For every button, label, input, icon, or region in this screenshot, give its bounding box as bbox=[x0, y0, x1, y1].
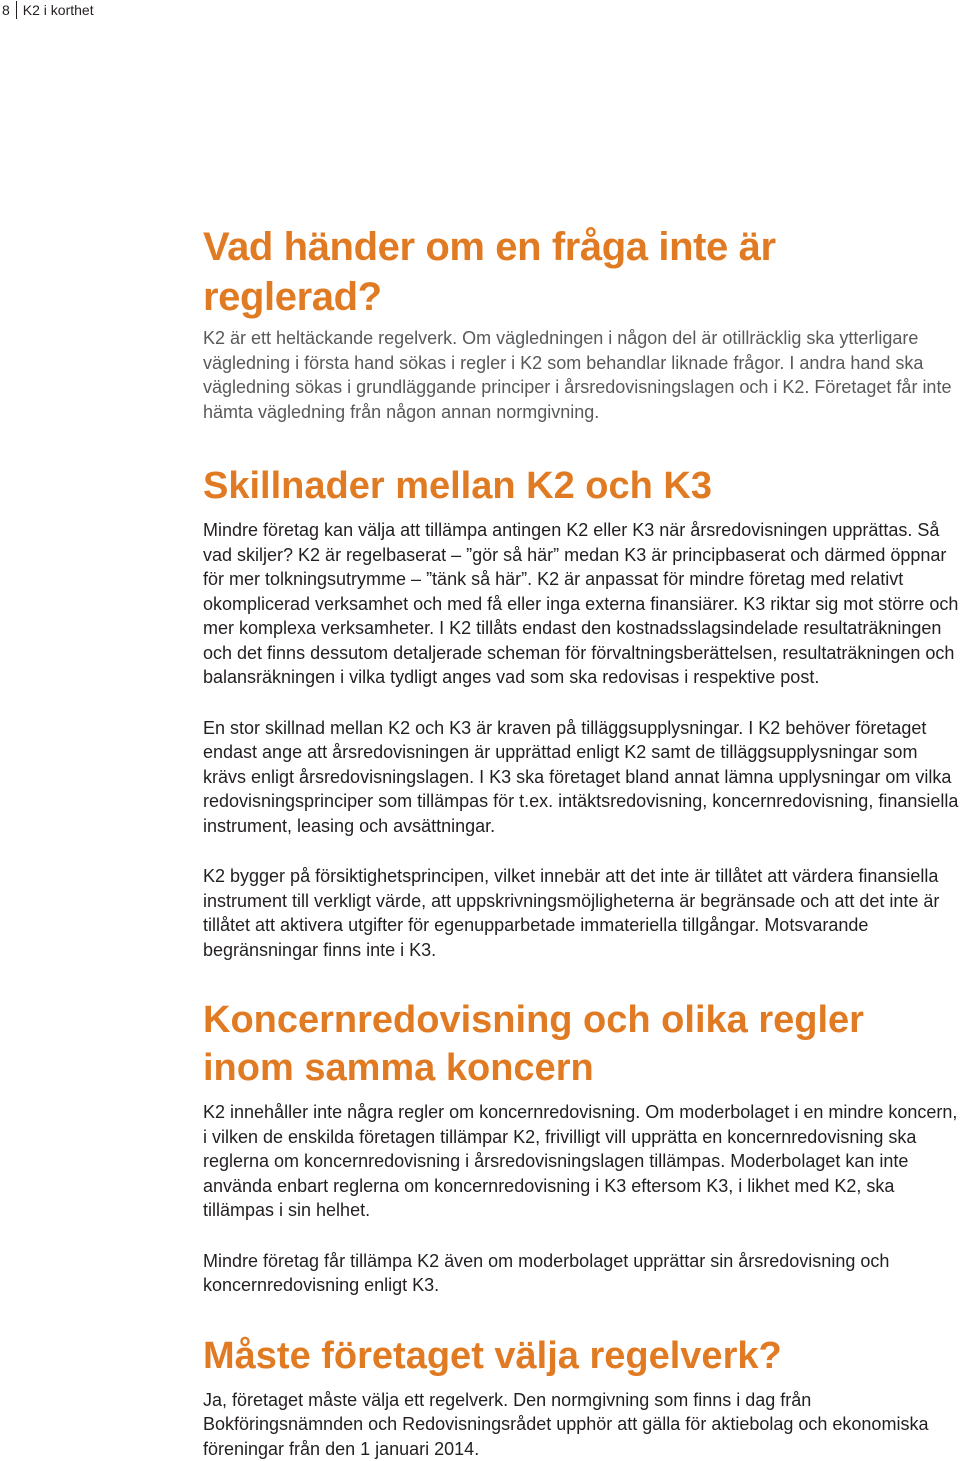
heading-group-accounting-line2: inom samma koncern bbox=[203, 1047, 594, 1089]
heading-group-accounting bbox=[203, 996, 960, 1092]
heading-group-accounting-line1: Koncernredovisning och olika regler bbox=[203, 999, 864, 1041]
paragraph-group-accounting-2: Mindre företag får tillämpa K2 även om moderbolaget upprättar sin årsredovisning och koncernredovisning enligt K3. bbox=[203, 1250, 890, 1295]
page-number: 8 bbox=[2, 2, 10, 18]
heading-choose-framework: Måste företaget välja regelverk? bbox=[203, 1334, 782, 1377]
running-title: K2 i korthet bbox=[22, 2, 94, 18]
running-header bbox=[0, 0, 94, 20]
page-content bbox=[203, 222, 960, 1461]
heading-unregulated-question: Vad händer om en fråga inte är reglerad? bbox=[203, 225, 776, 319]
paragraph-differences-1: Mindre företag kan välja att tillämpa antingen K2 eller K3 när årsredovisningen upprättas. Så vad skiljer? K2 är regelbaserat – ”gör så här” medan K3 är principbaserat och därmed öppnar för mer tolkningsutrymme – ”tänk så här”. K2 är anpassat för mindre företag med relativt okomplicerad verksamhet och med få eller inga externa finansiärer. K3 riktar sig mot större och mer komplexa verksamheter. I K2 tillåts endast den kostnadsslagsindelade resultaträkningen och det finns dessutom detaljerade scheman för förvaltningsberättelsen, resultaträkningen och balansräkningen i vilka tydligt anges vad som ska redovisas i respektive post. bbox=[203, 520, 959, 687]
header-divider bbox=[16, 1, 17, 19]
paragraph-choose-framework: Ja, företaget måste välja ett regelverk. Den normgivning som finns i dag från Bokföringsnämnden och Redovisningsrådet upphör att gälla för aktiebolag och ekonomiska föreningar från den 1 januari 2014. bbox=[203, 1389, 929, 1459]
paragraph-group-accounting-1: K2 innehåller inte några regler om koncernredovisning. Om moderbolaget i en mindre koncern, i vilken de enskilda företagen tillämpar K2, frivilligt vill upprätta en koncernredovisning ska reglerna om koncernredovisning i årsredovisningslagen tillämpas. Moderbolaget kan inte använda enbart reglerna om koncernredovisning i K3 eftersom K3, i likhet med K2, ska tillämpas i sin helhet. bbox=[203, 1102, 958, 1220]
paragraph-differences-2: En stor skillnad mellan K2 och K3 är kraven på tilläggsupplysningar. I K2 behöver företaget endast ange att årsredovisningen är upprättad enligt K2 samt de tilläggsupplysningar som krävs enligt årsredovisningslagen. I K3 ska företaget bland annat lämna upplysningar om vilka redovisningsprinciper som tillämpas för t.ex. intäktsredovisning, koncernredovisning, finansiella instrument, leasing och avsättningar. bbox=[203, 717, 959, 836]
paragraph-differences-3: K2 bygger på försiktighetsprincipen, vilket innebär att det inte är tillåtet att värdera finansiella instrument till verkligt värde, att uppskrivningsmöjligheterna är begränsade och att det inte är tillåtet att aktivera utgifter för egenupparbetade immateriella tillgångar. Motsvarande begränsningar finns inte i K3. bbox=[203, 866, 940, 960]
heading-differences-k2-k3: Skillnader mellan K2 och K3 bbox=[203, 465, 712, 507]
paragraph-unregulated-question: K2 är ett heltäckande regelverk. Om vägledningen i någon del är otillräcklig ska ytterligare vägledning i första hand sökas i regler i K2 som behandlar liknade frågor. I andra hand ska vägledning sökas i grundläggande principer i årsredovisningslagen och i K2. Företaget får inte hämta vägledning från någon annan normgivning. bbox=[203, 328, 952, 422]
